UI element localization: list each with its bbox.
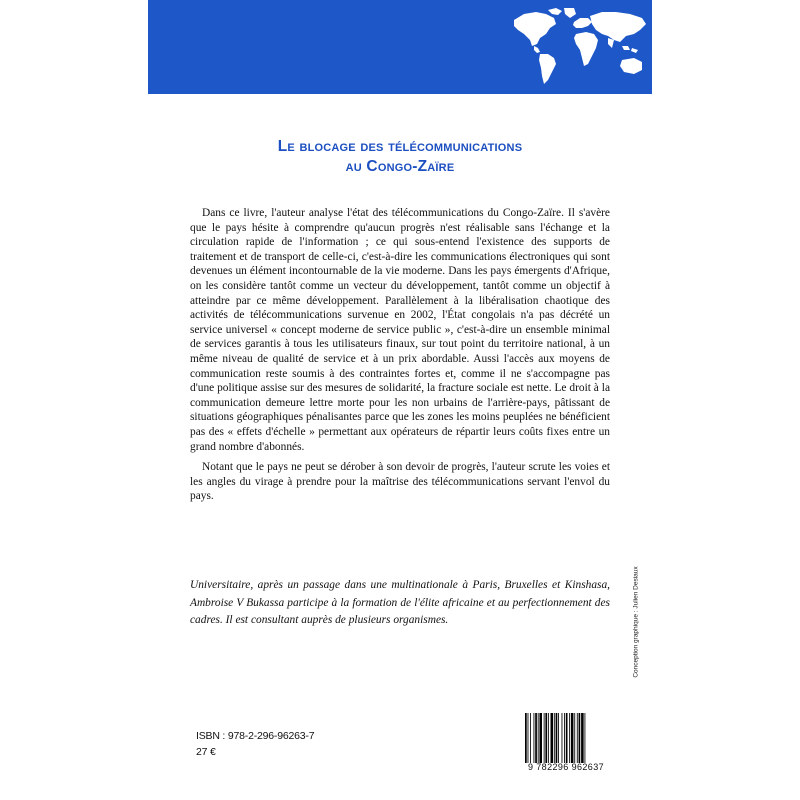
book-back-cover [148, 0, 652, 800]
isbn-number: ISBN : 978-2-296-96263-7 [196, 730, 315, 742]
barcode-digits: 9 782296 962637 [527, 762, 605, 772]
summary-paragraph-2: Notant que le pays ne peut se dérober à son devoir de progrès, l'auteur scrute les voies et les angles du virage à prendre pour la maîtrise des télécommunications servant l'envol du pays. [190, 461, 610, 503]
design-credit [626, 552, 646, 692]
book-title-line-2: au Congo-Zaïre [345, 158, 455, 175]
price: 27 € [196, 746, 216, 758]
book-title [148, 137, 652, 177]
author-bio: Universitaire, après un passage dans une multinationale à Paris, Bruxelles et Kinshasa, Ambroise V Bukassa participe à la formation de l'élite africaine et au perfectionnement des cadres. Il est consultant auprès de plusieurs organismes. [190, 579, 610, 626]
book-summary [190, 206, 610, 504]
world-map-icon [510, 6, 650, 88]
barcode-icon [525, 713, 607, 763]
header-band [148, 0, 652, 94]
summary-paragraph-1: Dans ce livre, l'auteur analyse l'état des télécommunications du Congo-Zaïre. Il s'avère que le pays hésite à comprendre qu'aucun progrès n'est réalisable sans l'échange et la circulation rapide de l'information ; ce qui sous-entend l'existence des supports de traitement et de transport de celle-ci, c'est-à-dire les communications électroniques qui sont devenues un élément incontournable de la vie moderne. Dans les pays émergents d'Afrique, on les considère tantôt comme un vecteur du développement, tantôt comme un objectif à atteindre par ce même développement. Parallèlement à la libéralisation chaotique des activités de télécommunications survenue en 2002, l'État congolais n'a pas décrété un service universel « concept moderne de service public », c'est-à-dire un ensemble minimal de services garantis à tous les utilisateurs finaux, sur tout point du territoire national, à un même niveau de qualité de service et à un prix abordable. Aussi l'accès aux moyens de communication reste soumis à des contraintes fortes et, comme il ne s'accompagne pas d'une politique assise sur des mesures de solidarité, la fracture sociale est nette. Le droit à la communication demeure lettre morte pour les non urbains de l'arrière-pays, pâtissant de situations géographiques pénalisantes parce que les zones les moins peuplées ne bénéficient pas des « effets d'échelle » permettant aux opérateurs de répartir leurs coûts fixes entre un grand nombre d'abonnés. [190, 207, 610, 453]
book-title-line-1: Le blocage des télécommunications [277, 138, 523, 155]
design-credit-text: Conception graphique : Julien Desiaux [632, 566, 640, 678]
publication-info [196, 728, 314, 760]
